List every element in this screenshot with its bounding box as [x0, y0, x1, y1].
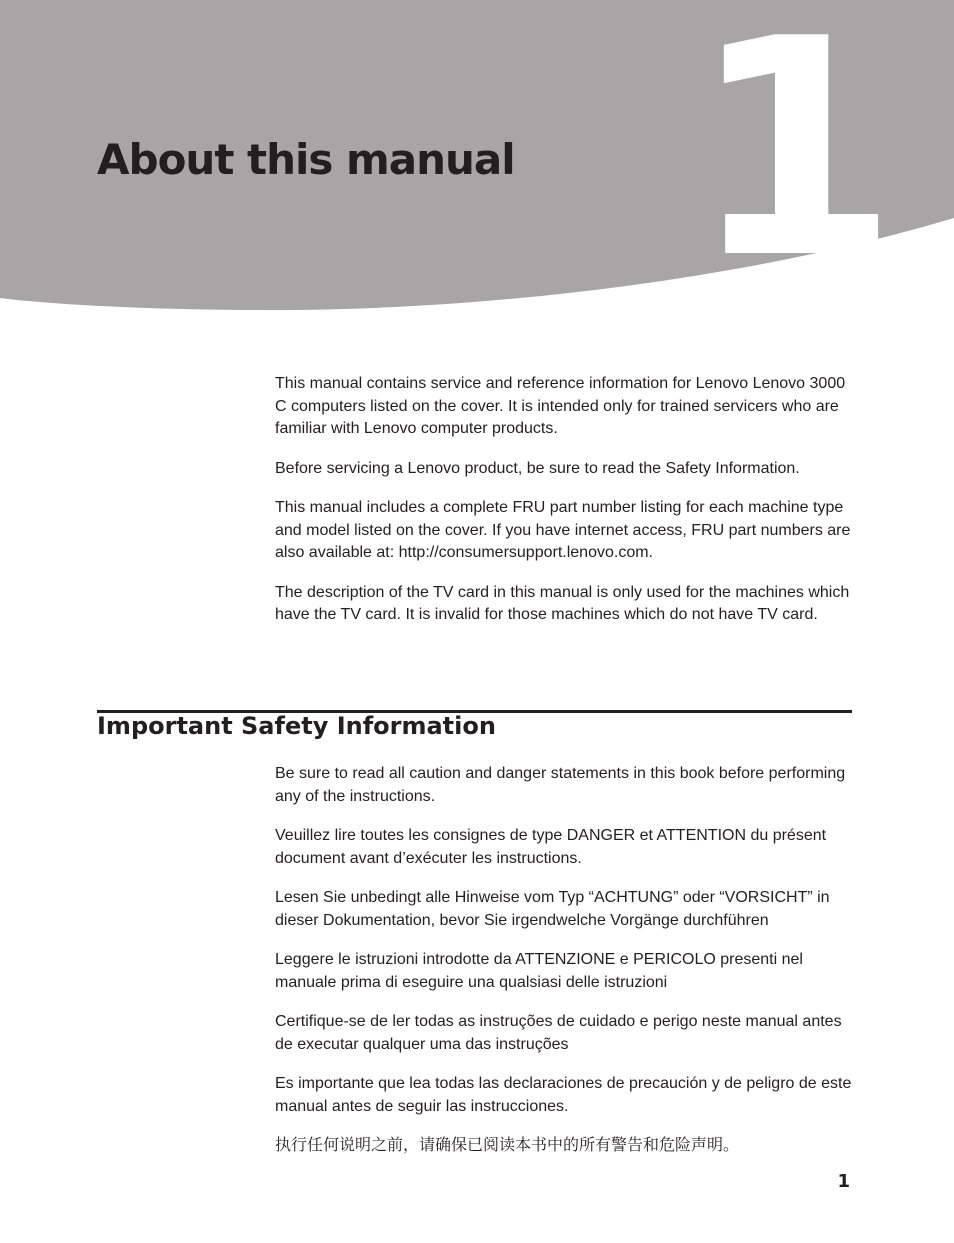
intro-paragraph: This manual includes a complete FRU part number listing for each machine type and model listed on the cover. If you have internet access, FRU part numbers are also available at: http://consumersupport.lenovo.com.: [275, 499, 851, 561]
safety-paragraph-french: Veuillez lire toutes les consignes de type DANGER et ATTENTION du présent document avant d’exécuter les instructions.: [275, 827, 827, 867]
safety-paragraph-spanish: Es importante que lea todas las declaraciones de precaución y de peligro de este manual antes de seguir las instrucciones.: [275, 1075, 852, 1115]
page-number: 1: [837, 1171, 850, 1192]
section-heading: Important Safety Information: [97, 712, 496, 740]
safety-section: [275, 763, 860, 1175]
safety-paragraph-portuguese: Certifique-se de ler todas as instruções de cuidado e perigo neste manual antes de executar qualquer uma das instruções: [275, 1013, 842, 1053]
intro-section: [275, 373, 860, 644]
safety-paragraph-italian: Leggere le istruzioni introdotte da ATTENZIONE e PERICOLO presenti nel manuale prima di eseguire una qualsiasi delle istruzioni: [275, 951, 803, 991]
chapter-title: About this manual: [97, 135, 515, 184]
intro-paragraph: The description of the TV card in this manual is only used for the machines which have the TV card. It is invalid for those machines which do not have TV card.: [275, 583, 850, 623]
intro-paragraph: Before servicing a Lenovo product, be sure to read the Safety Information.: [275, 459, 800, 477]
chapter-number: 1: [690, 0, 889, 324]
safety-paragraph-chinese: 执行任何说明之前，请确保已阅读本书中的所有警告和危险声明。: [275, 1137, 740, 1154]
intro-paragraph: This manual contains service and reference information for Lenovo Lenovo 3000 C computers listed on the cover. It is intended only for trained servicers who are familiar with Lenovo computer products.: [275, 375, 846, 437]
safety-paragraph-german: Lesen Sie unbedingt alle Hinweise vom Typ “ACHTUNG” oder “VORSICHT” in dieser Dokumentation, bevor Sie irgendwelche Vorgänge durchführen: [275, 889, 830, 929]
safety-paragraph-english: Be sure to read all caution and danger statements in this book before performing any of the instructions.: [275, 765, 846, 805]
